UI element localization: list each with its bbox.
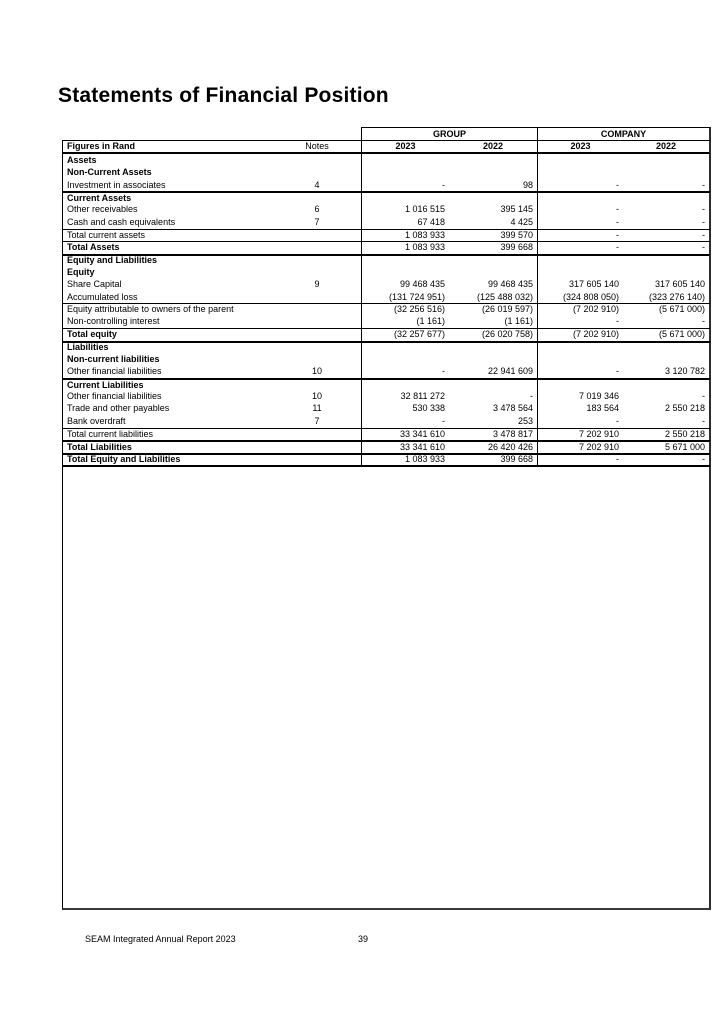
company-2022-value: 3 120 782	[664, 366, 705, 377]
table-row	[62, 365, 711, 377]
row-spacer	[343, 230, 361, 241]
row-note-number: 4	[314, 179, 320, 190]
row-note-number	[291, 193, 343, 203]
row-label: Other receivables	[67, 204, 138, 215]
company-2022-value: -	[702, 391, 705, 402]
row-spacer	[343, 256, 361, 266]
company-2023-value	[537, 343, 623, 353]
row-spacer	[343, 329, 361, 340]
table-row	[62, 166, 711, 178]
colgroup-group-header: GROUP	[361, 127, 537, 140]
row-label: Total current assets	[67, 229, 146, 240]
company-2022-value: -	[702, 216, 705, 227]
row-spacer	[343, 242, 361, 253]
row-note-number	[291, 455, 343, 465]
row-label: Non-controlling interest	[67, 316, 160, 327]
row-spacer	[343, 216, 361, 228]
group-2023-value: 33 341 610	[361, 429, 449, 440]
group-2023-value: -	[361, 179, 449, 191]
row-note-number: 6	[314, 204, 320, 215]
group-2022-value	[449, 343, 537, 353]
group-2022-value: 253	[517, 415, 533, 426]
company-2022-value	[623, 256, 709, 266]
group-2023-value: 67 418	[361, 216, 449, 228]
company-2022-value	[623, 266, 709, 278]
table-row	[62, 229, 711, 241]
row-label: Other financial liabilities	[67, 391, 162, 402]
group-2022-value: (1 161)	[504, 316, 533, 327]
row-label: Equity attributable to owners of the parent	[67, 304, 234, 315]
company-2023-value: -	[537, 179, 623, 191]
group-2022-value: 399 668	[500, 454, 533, 465]
company-2022-value: -	[702, 242, 705, 253]
table-row	[62, 241, 711, 253]
company-2023-value	[537, 166, 623, 178]
company-2023-value: -	[537, 242, 623, 253]
group-2022-value	[449, 166, 537, 178]
row-label: Total Liabilities	[67, 442, 132, 452]
row-note-number	[291, 304, 343, 315]
company-2023-value	[537, 266, 623, 278]
row-spacer	[343, 291, 361, 303]
group-2022-value: 399 668	[500, 242, 533, 253]
group-2023-value: 32 811 272	[361, 390, 449, 402]
row-label: Other financial liabilities	[67, 366, 162, 377]
group-2023-value: (32 257 677)	[361, 329, 449, 340]
group-2022-value: 4 425	[510, 216, 533, 227]
company-2023-value: -	[537, 365, 623, 377]
row-label: Current Assets	[67, 193, 132, 204]
notes-column-header: Notes	[305, 141, 329, 151]
company-2022-value	[623, 380, 709, 390]
row-note-number	[291, 154, 343, 166]
table-row	[62, 191, 711, 203]
group-2022-value: 395 145	[500, 204, 533, 215]
row-spacer	[343, 316, 361, 328]
row-spacer	[343, 166, 361, 178]
group-2023-value: -	[361, 415, 449, 427]
group-2023-value: 1 083 933	[361, 230, 449, 241]
company-2022-value	[623, 193, 709, 203]
row-spacer	[343, 193, 361, 203]
row-note-number	[291, 230, 343, 241]
table-row	[62, 216, 711, 228]
row-label: Accumulated loss	[67, 291, 138, 302]
group-2023-value	[361, 154, 449, 166]
group-2022-value	[449, 256, 537, 266]
company-2023-value	[537, 193, 623, 203]
group-2023-value	[361, 256, 449, 266]
group-2022-value: 22 941 609	[487, 366, 533, 377]
table-row	[62, 254, 711, 266]
group-2023-value: (131 724 951)	[361, 291, 449, 303]
group-2023-value: 1 016 515	[361, 204, 449, 216]
group-2023-value: 1 083 933	[361, 455, 449, 465]
company-2022-value: -	[702, 316, 705, 327]
company-2023-value: 7 202 910	[537, 429, 623, 440]
table-row	[62, 415, 711, 427]
company-2022-value	[623, 166, 709, 178]
group-2023-year-header: 2023	[361, 141, 449, 152]
row-label: Total equity	[67, 329, 117, 340]
group-2022-value	[449, 353, 537, 365]
table-row	[62, 453, 711, 465]
company-2023-value: 317 605 140	[537, 278, 623, 290]
row-label: Trade and other payables	[67, 403, 170, 414]
company-2023-value: -	[537, 216, 623, 228]
table-empty-area	[62, 465, 711, 910]
company-2022-value: 2 550 218	[664, 403, 705, 414]
row-label: Non-Current Assets	[67, 167, 152, 178]
group-2022-value: (125 488 032)	[476, 291, 533, 302]
group-2022-value: 98	[522, 179, 533, 190]
row-spacer	[343, 353, 361, 365]
group-2022-value	[449, 266, 537, 278]
company-2023-value: -	[537, 455, 623, 465]
table-row	[62, 266, 711, 278]
row-note-number: 11	[312, 403, 322, 414]
group-2022-value: -	[530, 391, 533, 402]
row-note-number	[291, 291, 343, 303]
table-row	[62, 204, 711, 216]
row-label: Assets	[67, 154, 97, 165]
group-2023-value	[361, 380, 449, 390]
company-2022-value: -	[702, 415, 705, 426]
row-note-number: 9	[314, 279, 320, 290]
group-2023-value	[361, 343, 449, 353]
group-2023-value	[361, 266, 449, 278]
company-2023-value	[537, 256, 623, 266]
company-2022-value: (323 276 140)	[648, 291, 705, 302]
row-note-number	[291, 442, 343, 452]
table-row	[62, 428, 711, 440]
group-2023-value: -	[361, 365, 449, 377]
table-row	[62, 341, 711, 353]
group-2023-value: (32 256 516)	[361, 304, 449, 315]
company-2022-value: -	[702, 454, 705, 465]
row-note-number: 10	[311, 366, 322, 377]
row-spacer	[343, 429, 361, 440]
company-2023-value: 7 019 346	[537, 390, 623, 402]
table-colgroup-header-row	[62, 127, 711, 140]
group-2022-value	[449, 380, 537, 390]
group-2022-year-header: 2022	[482, 141, 504, 151]
row-note-number	[291, 429, 343, 440]
group-2023-value	[361, 353, 449, 365]
row-note-number	[291, 329, 343, 340]
row-label: Equity	[67, 266, 95, 277]
group-2023-value: 99 468 435	[361, 278, 449, 290]
table-row	[62, 154, 711, 166]
colgroup-spacer	[62, 127, 361, 140]
company-2023-value: -	[537, 230, 623, 241]
row-note-number: 7	[314, 216, 320, 227]
row-spacer	[343, 179, 361, 191]
row-spacer	[343, 304, 361, 315]
table-row	[62, 316, 711, 328]
company-2023-value	[537, 380, 623, 390]
company-2022-value	[623, 353, 709, 365]
row-spacer	[343, 415, 361, 427]
table-row	[62, 179, 711, 191]
company-2023-value: -	[537, 316, 623, 328]
group-2022-value: 3 478 817	[492, 428, 533, 439]
company-2022-value: -	[702, 204, 705, 215]
financial-position-table	[62, 127, 711, 910]
row-note-number	[291, 242, 343, 253]
company-2022-value: -	[702, 229, 705, 240]
row-label: Equity and Liabilities	[67, 255, 158, 266]
company-2022-value	[623, 343, 709, 353]
company-2023-value	[537, 154, 623, 166]
table-row	[62, 303, 711, 315]
company-2023-value: 183 564	[537, 403, 623, 415]
row-note-number	[291, 266, 343, 278]
row-label: Total Equity and Liabilities	[67, 454, 181, 465]
row-label: Non-current liabilities	[67, 353, 160, 364]
table-body	[62, 154, 711, 465]
group-2022-value: 3 478 564	[492, 403, 533, 414]
group-2022-value: 399 570	[500, 229, 533, 240]
company-2023-value: 7 202 910	[537, 442, 623, 452]
table-row	[62, 278, 711, 290]
group-2023-value	[361, 166, 449, 178]
row-spacer	[343, 365, 361, 377]
row-note-number	[291, 166, 343, 178]
group-2023-value: 1 083 933	[361, 242, 449, 253]
table-row	[62, 353, 711, 365]
table-row	[62, 390, 711, 402]
company-2023-value: (7 202 910)	[537, 304, 623, 315]
row-spacer	[343, 455, 361, 465]
company-2022-value: (5 671 000)	[658, 329, 705, 340]
row-label: Share Capital	[67, 279, 122, 290]
table-row	[62, 291, 711, 303]
company-2022-value: (5 671 000)	[658, 304, 705, 315]
group-2022-value: (26 019 597)	[481, 304, 533, 315]
row-note-number: 7	[314, 415, 320, 426]
table-header-row	[62, 140, 711, 154]
row-spacer	[343, 403, 361, 415]
group-2023-value	[361, 193, 449, 203]
page-footer	[85, 934, 369, 944]
row-spacer	[343, 266, 361, 278]
company-2022-value: 317 605 140	[654, 279, 705, 290]
company-2023-year-header: 2023	[537, 141, 623, 152]
footer-page-number: 39	[358, 934, 369, 944]
company-2023-value	[537, 353, 623, 365]
figures-in-rand-header: Figures in Rand	[67, 141, 136, 151]
group-2023-value: 530 338	[361, 403, 449, 415]
row-label: Total Assets	[67, 242, 120, 253]
row-spacer	[343, 390, 361, 402]
row-spacer	[343, 278, 361, 290]
row-label: Total current liabilities	[67, 428, 154, 439]
table-row	[62, 440, 711, 452]
row-note-number	[291, 353, 343, 365]
row-note-number	[291, 316, 343, 328]
row-spacer	[343, 154, 361, 166]
company-2022-value: -	[702, 179, 705, 190]
group-2022-value	[449, 154, 537, 166]
group-2022-value: 99 468 435	[487, 279, 533, 290]
company-2022-value	[623, 154, 709, 166]
colgroup-company-header: COMPANY	[537, 127, 711, 140]
footer-report-name: SEAM Integrated Annual Report 2023	[85, 934, 236, 944]
company-2023-value: -	[537, 415, 623, 427]
row-spacer	[343, 380, 361, 390]
row-label: Liabilities	[67, 342, 109, 353]
group-2022-value	[449, 193, 537, 203]
company-2022-year-header: 2022	[655, 141, 677, 151]
table-row	[62, 403, 711, 415]
row-note-number	[291, 380, 343, 390]
row-spacer	[343, 204, 361, 216]
company-2022-value: 5 671 000	[664, 441, 705, 452]
row-note-number: 10	[311, 391, 322, 402]
row-spacer	[343, 343, 361, 353]
table-row	[62, 378, 711, 390]
row-label: Current Liabilities	[67, 379, 144, 390]
company-2023-value: -	[537, 204, 623, 216]
company-2023-value: (324 808 050)	[537, 291, 623, 303]
page-title: Statements of Financial Position	[58, 84, 389, 107]
row-label: Investment in associates	[67, 179, 166, 190]
row-label: Cash and cash equivalents	[67, 216, 176, 227]
row-note-number	[291, 256, 343, 266]
row-note-number	[291, 343, 343, 353]
group-2022-value: (26 020 758)	[481, 329, 533, 340]
row-label: Bank overdraft	[67, 415, 126, 426]
company-2022-value: 2 550 218	[664, 428, 705, 439]
table-row	[62, 328, 711, 340]
company-2023-value: (7 202 910)	[537, 329, 623, 340]
group-2022-value: 26 420 426	[487, 441, 533, 452]
row-spacer	[343, 442, 361, 452]
group-2023-value: 33 341 610	[361, 442, 449, 452]
group-2023-value: (1 161)	[361, 316, 449, 328]
